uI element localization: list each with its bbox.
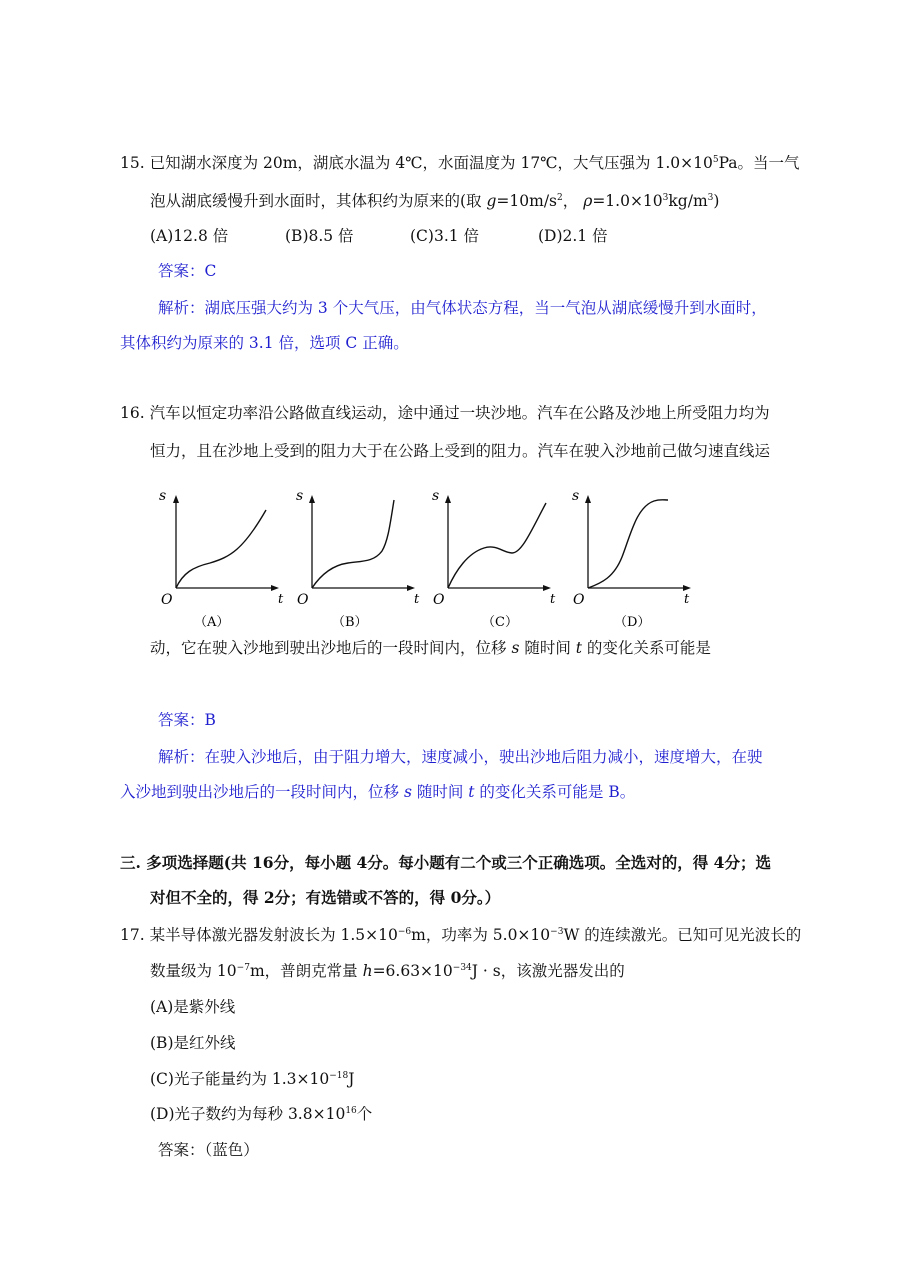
svg-text:t: t [684, 592, 690, 607]
q15-answer: 答案：C [158, 262, 217, 280]
svg-text:t: t [414, 592, 420, 607]
y-label: s [159, 488, 167, 504]
q17-option-a: (A)是紫外线 [150, 998, 236, 1016]
section3-heading-line2: 对但不全的，得 2分；有选错或不答的，得 0分。） [150, 888, 501, 907]
svg-text:O: O [573, 592, 585, 608]
svg-text:s: s [432, 488, 440, 504]
q17-option-d: (D)光子数约为每秒 $3.8\times 10^{16}$个 [150, 1105, 373, 1123]
q15-analysis-line1: 解析：湖底压强大约为 3 个大气压，由气体状态方程，当一气泡从湖底缓慢升到水面时， [158, 299, 767, 317]
q15-analysis-line2: 其体积约为原来的 3.1 倍，选项 C 正确。 [120, 334, 409, 352]
graph-c [422, 485, 567, 639]
q16-stem-line2: 恒力，且在沙地上受到的阻力大于在公路上受到的阻力。汽车在驶入沙地前己做匀速直线运 [150, 442, 771, 460]
svg-text:O: O [297, 592, 309, 608]
origin-label: O [161, 592, 173, 608]
svg-text:（B）: （B） [332, 615, 368, 630]
q16-analysis-line1: 解析：在驶入沙地后，由于阻力增大，速度减小，驶出沙地后阻力减小，速度增大，在驶 [158, 748, 763, 766]
svg-text:O: O [433, 592, 445, 608]
q15-stem-line1: 15. 已知湖水深度为 20m，湖底水温为 4℃，水面温度为 17℃，大气压强为 $1.0\times 10^5Pa$。当一气 [120, 154, 800, 172]
q15-option-a: (A)12.8 倍 [150, 227, 229, 245]
q15-option-b: (B)8.5 倍 [285, 227, 354, 245]
svg-text:t: t [550, 592, 556, 607]
svg-text:（C）: （C） [482, 615, 518, 630]
q15-option-d: (D)2.1 倍 [538, 227, 608, 245]
q17-stem-line2: 数量级为 $10^{-7}m$，普朗克常量 $h=6.63\times 10^{-34}J \cdot s$，该激光器发出的 [150, 962, 625, 980]
q16-answer: 答案：B [158, 711, 216, 729]
x-label: t [278, 592, 284, 607]
graph-b [286, 485, 431, 639]
svg-text:s: s [296, 488, 304, 504]
graph-a [148, 485, 293, 639]
q15-option-c: (C)3.1 倍 [410, 227, 480, 245]
graph-d [562, 485, 707, 639]
q17-stem-line1: 17. 某半导体激光器发射波长为 $1.5\times 10^{-6}m$，功率为 $5.0\times 10^{-3}W$ 的连续激光。已知可见光波长的 [120, 926, 802, 944]
q16-stem-line3: 动，它在驶入沙地到驶出沙地后的一段时间内，位移 s 随时间 t 的变化关系可能是 [150, 639, 711, 657]
q16-stem-line1: 16. 汽车以恒定功率沿公路做直线运动，途中通过一块沙地。汽车在公路及沙地上所受阻力均为 [120, 404, 770, 422]
svg-text:s: s [572, 488, 580, 504]
section3-heading-line1: 三. 多项选择题(共 16分，每小题 4分。每小题有二个或三个正确选项。全选对的，得 4分；选 [120, 853, 771, 872]
s-t-curve [588, 500, 668, 588]
q17-option-c: (C)光子能量约为 $1.3\times 10^{-18}J$ [150, 1070, 355, 1088]
svg-text:（D）: （D） [614, 615, 651, 630]
s-t-curve [448, 503, 546, 588]
q15-stem-line2: 泡从湖底缓慢升到水面时，其体积约为原来的(取 $g=10m/s^2$， $\rho=1.0\times 10^3kg/m^3$) [150, 192, 720, 210]
q17-option-b: (B)是红外线 [150, 1034, 236, 1052]
graph-label: （A） [194, 615, 230, 630]
s-t-curve [176, 510, 266, 588]
q17-answer: 答案：（蓝色） [158, 1141, 259, 1159]
s-t-curve [312, 500, 394, 588]
q16-analysis-line2: 入沙地到驶出沙地后的一段时间内，位移 s 随时间 t 的变化关系可能是 B。 [120, 783, 636, 801]
